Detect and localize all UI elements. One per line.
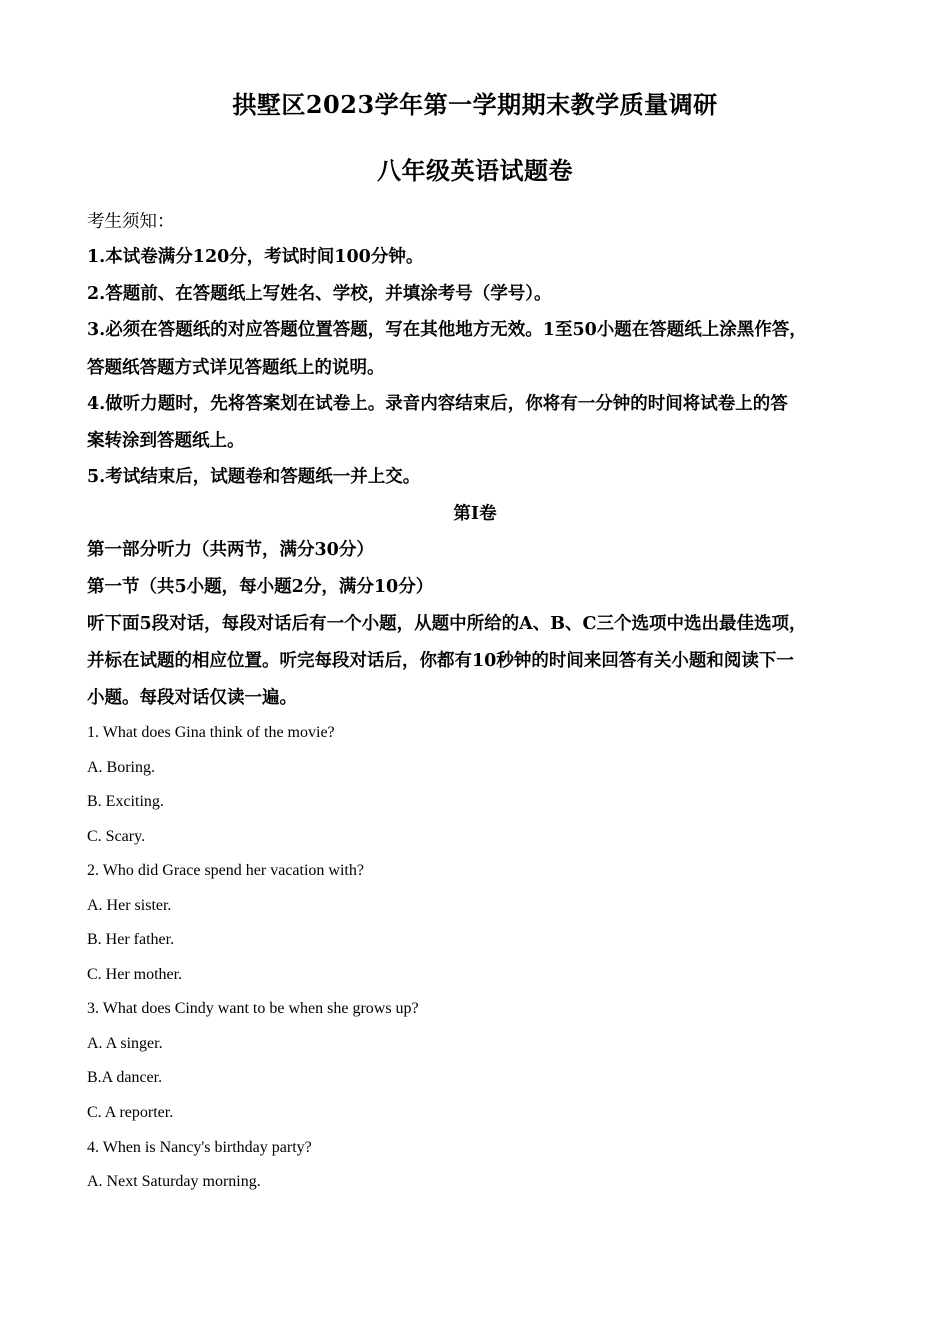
notice-item: 2.答题前、在答题纸上写姓名、学校，并填涂考号（学号）。 — [87, 284, 552, 304]
part-heading: 第一部分听力（共两节，满分30分） — [87, 540, 374, 560]
notice-heading: 考生须知： — [87, 212, 175, 232]
answer-option: B.A dancer. — [87, 1069, 163, 1086]
answer-option: A. Boring. — [87, 759, 155, 776]
answer-option: A. A singer. — [87, 1035, 163, 1052]
question-stem: 3. What does Cindy want to be when she grows up? — [87, 1000, 419, 1017]
instruction-line: 小题。每段对话仅读一遍。 — [87, 688, 297, 708]
notice-item: 4.做听力题时，先将答案划在试卷上。录音内容结束后，你将有一分钟的时间将试卷上的答 — [87, 394, 788, 414]
notice-item: 案转涂到答题纸上。 — [87, 431, 245, 451]
instruction-line: 听下面5段对话，每段对话后有一个小题，从题中所给的A、B、C三个选项中选出最佳选项， — [87, 614, 807, 634]
subsection-heading: 第一节（共5小题，每小题2分，满分10分） — [87, 577, 434, 597]
notice-item: 1.本试卷满分120分，考试时间100分钟。 — [87, 247, 424, 267]
exam-title: 拱墅区2023学年第一学期期末教学质量调研 — [232, 90, 718, 119]
answer-option: C. A reporter. — [87, 1104, 174, 1121]
answer-option: B. Exciting. — [87, 793, 164, 810]
question-stem: 4. When is Nancy's birthday party? — [87, 1139, 312, 1156]
answer-option: A. Her sister. — [87, 897, 172, 914]
notice-item: 5.考试结束后，试题卷和答题纸一并上交。 — [87, 467, 421, 487]
answer-option: A. Next Saturday morning. — [87, 1173, 261, 1190]
instruction-line: 并标在试题的相应位置。听完每段对话后，你都有10秒钟的时间来回答有关小题和阅读下一 — [87, 651, 794, 671]
answer-option: C. Her mother. — [87, 966, 183, 983]
question-stem: 1. What does Gina think of the movie? — [87, 724, 335, 741]
exam-subtitle: 八年级英语试题卷 — [377, 156, 573, 185]
question-stem: 2. Who did Grace spend her vacation with? — [87, 862, 364, 879]
answer-option: C. Scary. — [87, 828, 146, 845]
notice-item: 3.必须在答题纸的对应答题位置答题，写在其他地方无效。1至50小题在答题纸上涂黑作答， — [87, 320, 807, 340]
notice-item: 答题纸答题方式详见答题纸上的说明。 — [87, 358, 385, 378]
volume-heading: 第I卷 — [453, 504, 497, 524]
answer-option: B. Her father. — [87, 931, 175, 948]
